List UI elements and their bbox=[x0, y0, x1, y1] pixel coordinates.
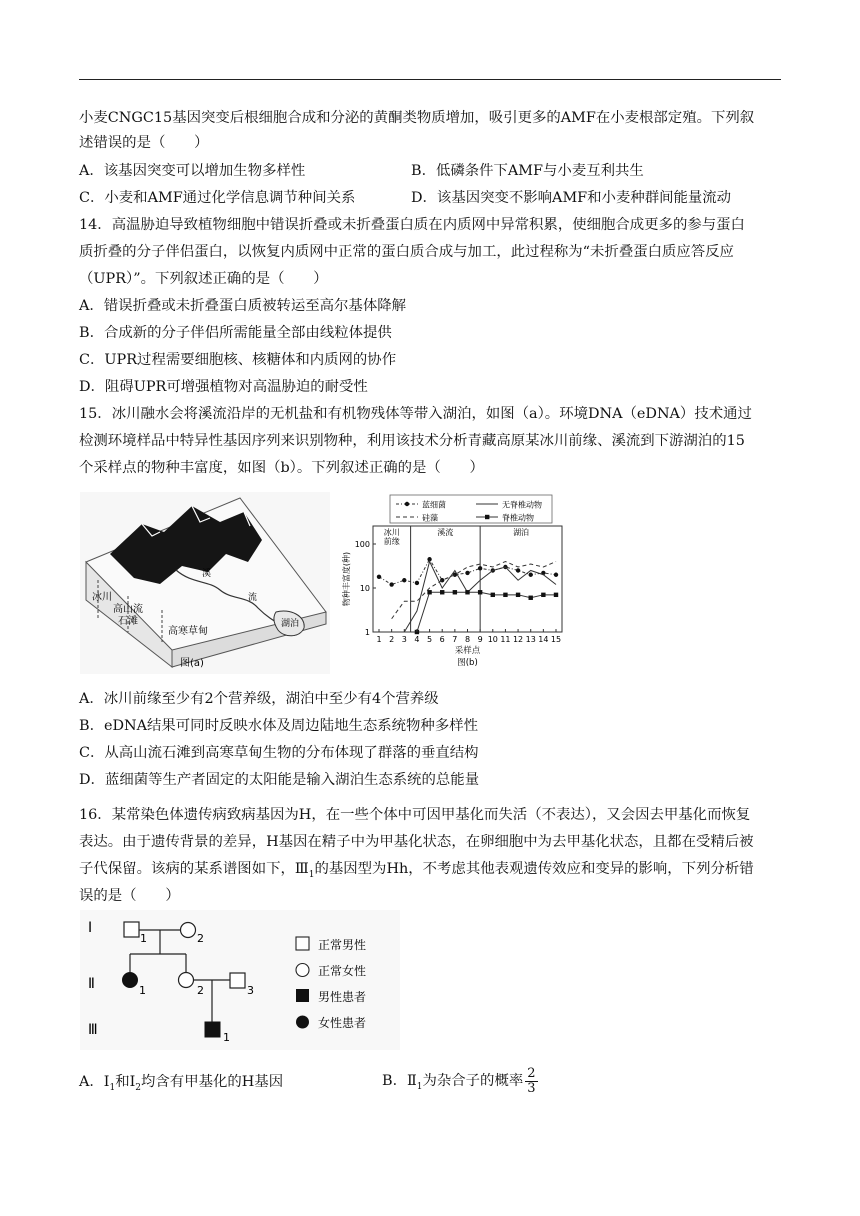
series-4-point-6 bbox=[478, 590, 482, 594]
figure-a-landscape bbox=[80, 492, 330, 674]
label-alpine-meadow: 高寒草甸 bbox=[168, 626, 208, 637]
series-4-point-3 bbox=[440, 590, 444, 594]
generation-label-1: Ⅰ bbox=[88, 920, 93, 936]
gen2-number-2: 2 bbox=[197, 984, 204, 997]
x-tick-label-4: 4 bbox=[414, 635, 420, 644]
q14-option-d[interactable]: D．阻碍UPR可增强植物对高温胁迫的耐受性 bbox=[79, 379, 368, 395]
legend-marker-4 bbox=[485, 515, 489, 519]
q16-option-a-sub2: 2 bbox=[135, 1082, 142, 1093]
legend-affected-female-symbol bbox=[296, 1016, 309, 1029]
gen2-number-3: 3 bbox=[247, 984, 254, 997]
zone-label-1-line2: 前缘 bbox=[383, 537, 400, 546]
gen1-male-1 bbox=[124, 922, 139, 937]
q16-option-a-post: 均含有甲基化的H基因 bbox=[141, 1074, 284, 1090]
x-tick-label-12: 12 bbox=[512, 635, 524, 644]
series-4-point-12 bbox=[554, 593, 558, 597]
series-4-point-11 bbox=[541, 593, 545, 597]
series-1-point-6 bbox=[440, 578, 444, 582]
q13-option-c[interactable]: C．小麦和AMF通过化学信息调节种间关系 bbox=[79, 190, 356, 206]
q16-option-b[interactable] bbox=[382, 1063, 538, 1105]
zone-label-3: 湖泊 bbox=[513, 528, 530, 537]
q14-option-a[interactable]: A．错误折叠或未折叠蛋白质被转运至高尔基体降解 bbox=[79, 298, 406, 314]
legend-label-3: 硅藻 bbox=[422, 513, 438, 523]
q16-stem-line3-pre: 子代保留。该病的某系谱图如下，Ⅲ bbox=[79, 861, 309, 877]
q16-option-a[interactable] bbox=[79, 1072, 283, 1098]
generation-label-2: Ⅱ bbox=[88, 976, 95, 992]
series-1-point-4 bbox=[415, 581, 419, 585]
x-tick-label-14: 14 bbox=[538, 635, 549, 644]
legend-label-1: 蓝细菌 bbox=[422, 500, 446, 510]
series-4-point-4 bbox=[453, 590, 457, 594]
pedigree-diagram bbox=[80, 910, 400, 1050]
figure-b-caption: 图(b) bbox=[457, 658, 478, 668]
y-tick-label-2: 10 bbox=[359, 584, 370, 593]
series-1-point-13 bbox=[529, 573, 533, 577]
label-alpine-scree-1: 高山流 bbox=[113, 604, 143, 615]
series-1-point-2 bbox=[389, 582, 393, 586]
q15-stem-line1: 15．冰川融水会将溪流沿岸的无机盐和有机物残体等带入湖泊，如图（a）。环境DNA（eDNA）技术通过 bbox=[79, 406, 752, 422]
series-1-point-12 bbox=[516, 568, 520, 572]
header-rule bbox=[79, 79, 781, 80]
legend-normal-female-symbol bbox=[296, 964, 309, 977]
zone-label-1: 冰川 bbox=[383, 528, 400, 537]
q16-option-b-sub: 1 bbox=[416, 1081, 423, 1092]
x-tick-label-9: 9 bbox=[477, 635, 483, 644]
q15-option-b[interactable]: B．eDNA结果可同时反映水体及周边陆地生态系统物种多样性 bbox=[79, 718, 478, 734]
generation-label-3: Ⅲ bbox=[88, 1022, 98, 1038]
q16-option-a-pre: A．I bbox=[79, 1074, 110, 1090]
legend-label-4: 脊椎动物 bbox=[502, 513, 534, 523]
q16-option-b-post: 为杂合子的概率 bbox=[422, 1073, 524, 1089]
q13-option-a[interactable]: A．该基因突变可以增加生物多样性 bbox=[79, 163, 306, 179]
x-tick-label-7: 7 bbox=[452, 635, 458, 644]
series-1-point-15 bbox=[554, 573, 558, 577]
x-tick-label-6: 6 bbox=[439, 635, 445, 644]
q13-option-d[interactable]: D．该基因突变不影响AMF和小麦种群间能量流动 bbox=[411, 190, 732, 206]
label-alpine-scree-2: 石滩 bbox=[118, 616, 138, 627]
q15-option-c[interactable]: C．从高山流石滩到高寒草甸生物的分布体现了群落的垂直结构 bbox=[79, 745, 479, 761]
x-tick-label-15: 15 bbox=[550, 635, 562, 644]
q13-option-b[interactable]: B．低磷条件下AMF与小麦互利共生 bbox=[411, 163, 644, 179]
gen1-number-2: 2 bbox=[197, 932, 204, 945]
legend-affected-female: 女性患者 bbox=[318, 1016, 367, 1030]
q16-stem-line3-sub: 1 bbox=[308, 869, 315, 880]
x-tick-label-13: 13 bbox=[525, 635, 536, 644]
legend-marker-1 bbox=[405, 502, 409, 506]
y-axis-label: 物种丰富度(种) bbox=[342, 551, 351, 607]
q16-stem-line2: 表达。由于遗传背景的差异，H基因在精子中为甲基化状态，在卵细胞中为去甲基化状态，且都在受精后被 bbox=[79, 834, 754, 850]
gen1-female-2 bbox=[181, 923, 196, 938]
label-lake: 湖泊 bbox=[281, 619, 300, 629]
q16-stem-line1: 16．某常染色体遗传病致病基因为H，在一些个体中可因甲基化而失活（不表达），又会因去甲基化而恢复 bbox=[79, 807, 751, 823]
series-4-point-2 bbox=[427, 590, 431, 594]
q14-stem-line1: 14．高温胁迫导致植物细胞中错误折叠或未折叠蛋白质在内质网中异常积累，使细胞合成更多的参与蛋白 bbox=[79, 217, 745, 233]
gen3-number-1: 1 bbox=[223, 1031, 230, 1044]
series-1-point-8 bbox=[465, 571, 469, 575]
series-1-point-1 bbox=[377, 575, 381, 579]
x-tick-label-10: 10 bbox=[487, 635, 498, 644]
q13-stem-line2: 述错误的是（ ） bbox=[79, 135, 209, 151]
series-4-point-10 bbox=[529, 596, 533, 600]
q16-stem-line3-post: 的基因型为Hh，不考虑其他表观遗传效应和变异的影响，下列分析错 bbox=[314, 861, 754, 877]
gen2-female-2 bbox=[179, 973, 194, 988]
series-4-point-8 bbox=[503, 593, 507, 597]
series-4-point-9 bbox=[516, 593, 520, 597]
fraction-numerator: 2 bbox=[527, 1065, 536, 1081]
x-tick-label-2: 2 bbox=[389, 635, 395, 644]
x-tick-label-11: 11 bbox=[500, 635, 511, 644]
y-tick-label-1: 1 bbox=[364, 628, 370, 637]
q14-option-c[interactable]: C．UPR过程需要细胞核、核糖体和内质网的协作 bbox=[79, 352, 397, 368]
x-axis-label: 采样点 bbox=[454, 646, 481, 656]
q16-stem-line3 bbox=[79, 859, 754, 885]
probability-fraction bbox=[525, 1067, 537, 1096]
legend-normal-female: 正常女性 bbox=[318, 964, 367, 978]
legend-label-2: 无脊椎动物 bbox=[502, 500, 542, 510]
q15-option-d[interactable]: D．蓝细菌等生产者固定的太阳能是输入湖泊生态系统的总能量 bbox=[79, 772, 480, 788]
q14-stem-line2: 质折叠的分子伴侣蛋白，以恢复内质网中正常的蛋白质合成与加工，此过程称为“未折叠蛋白质应答反应 bbox=[79, 244, 734, 260]
q14-option-b[interactable]: B．合成新的分子伴侣所需能量全部由线粒体提供 bbox=[79, 325, 392, 341]
q14-stem-line3: （UPR）”。下列叙述正确的是（ ） bbox=[79, 271, 328, 287]
q15-stem-line3: 个采样点的物种丰富度，如图（b）。下列叙述正确的是（ ） bbox=[79, 460, 484, 476]
q13-stem-line1: 小麦CNGC15基因突变后根细胞合成和分泌的黄酮类物质增加，吸引更多的AMF在小麦根部定殖。下列叙 bbox=[79, 110, 755, 126]
x-tick-label-5: 5 bbox=[427, 635, 433, 644]
x-tick-label-3: 3 bbox=[401, 635, 407, 644]
legend-normal-male-symbol bbox=[296, 937, 309, 950]
gen1-number-1: 1 bbox=[140, 932, 147, 945]
figure-a-caption: 图(a) bbox=[180, 658, 204, 669]
label-stream-1: 溪 bbox=[202, 569, 212, 579]
q16-stem-line4: 误的是（ ） bbox=[79, 888, 180, 904]
x-tick-label-8: 8 bbox=[464, 635, 471, 644]
series-1-point-9 bbox=[478, 566, 482, 570]
q15-stem-line2: 检测环境样品中特异性基因序列来识别物种，利用该技术分析青藏高原某冰川前缘、溪流到下游湖泊的15 bbox=[79, 433, 745, 449]
chart-legend bbox=[390, 495, 552, 523]
x-tick-label-1: 1 bbox=[376, 635, 382, 644]
series-4-point-7 bbox=[491, 593, 495, 597]
gen3-affected-male-1 bbox=[205, 1022, 220, 1037]
figure-b-chart bbox=[340, 492, 570, 678]
legend-normal-male: 正常男性 bbox=[318, 938, 367, 952]
y-tick-label-3: 100 bbox=[354, 540, 370, 549]
legend-affected-male-symbol bbox=[296, 989, 309, 1002]
gen2-male-3 bbox=[230, 973, 245, 988]
gen2-number-1: 1 bbox=[139, 984, 146, 997]
series-1-point-3 bbox=[402, 578, 406, 582]
series-4-point-5 bbox=[465, 590, 469, 594]
label-glacier: 冰川 bbox=[92, 592, 112, 603]
q15-option-a[interactable]: A．冰川前缘至少有2个营养级，湖泊中至少有4个营养级 bbox=[79, 691, 439, 707]
q16-option-a-sub1: 1 bbox=[109, 1082, 116, 1093]
label-stream-2: 流 bbox=[248, 593, 258, 603]
fraction-denominator: 3 bbox=[527, 1080, 536, 1096]
gen2-affected-female-1 bbox=[123, 973, 138, 988]
q16-option-a-mid: 和I bbox=[115, 1074, 136, 1090]
q16-option-b-pre: B．Ⅱ bbox=[382, 1073, 417, 1089]
legend-affected-male: 男性患者 bbox=[318, 990, 367, 1004]
zone-label-2: 溪流 bbox=[437, 528, 454, 537]
